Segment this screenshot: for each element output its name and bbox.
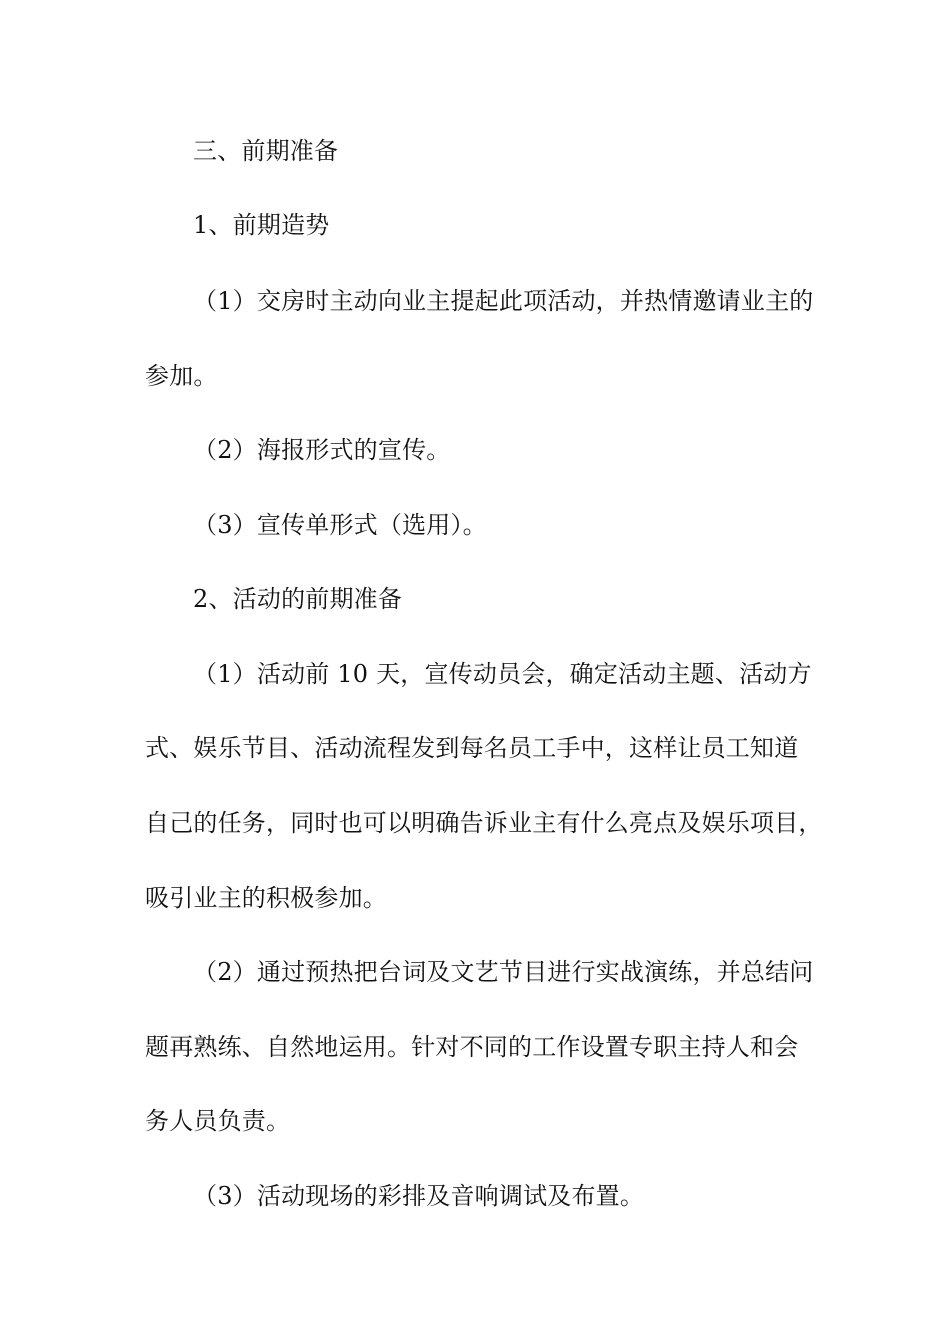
paragraph-line: （2）海报形式的宣传。 <box>193 436 451 464</box>
paragraph-line: （2）通过预热把台词及文艺节目进行实战演练，并总结问 <box>193 958 814 986</box>
paragraph-line: 题再熟练、自然地运用。针对不同的工作设置专职主持人和会 <box>145 1033 799 1061</box>
paragraph-line: （1）活动前 10 天，宣传动员会，确定活动主题、活动方 <box>193 660 812 688</box>
paragraph-line: 吸引业主的积极参加。 <box>145 884 387 912</box>
paragraph-line: （3）活动现场的彩排及音响调试及布置。 <box>193 1182 645 1210</box>
subsection-heading: 1、前期造势 <box>193 211 330 239</box>
paragraph-line: （3）宣传单形式（选用）。 <box>193 511 487 539</box>
paragraph-line: 自己的任务，同时也可以明确告诉业主有什么亮点及娱乐项目， <box>145 809 823 837</box>
paragraph-line: （1）交房时主动向业主提起此项活动，并热情邀请业主的 <box>193 287 814 315</box>
paragraph-line: 参加。 <box>145 362 218 390</box>
section-heading: 三、前期准备 <box>193 137 339 165</box>
subsection-heading: 2、活动的前期准备 <box>193 585 403 613</box>
paragraph-line: 务人员负责。 <box>145 1107 291 1135</box>
paragraph-line: 式、娱乐节目、活动流程发到每名员工手中，这样让员工知道 <box>145 734 799 762</box>
